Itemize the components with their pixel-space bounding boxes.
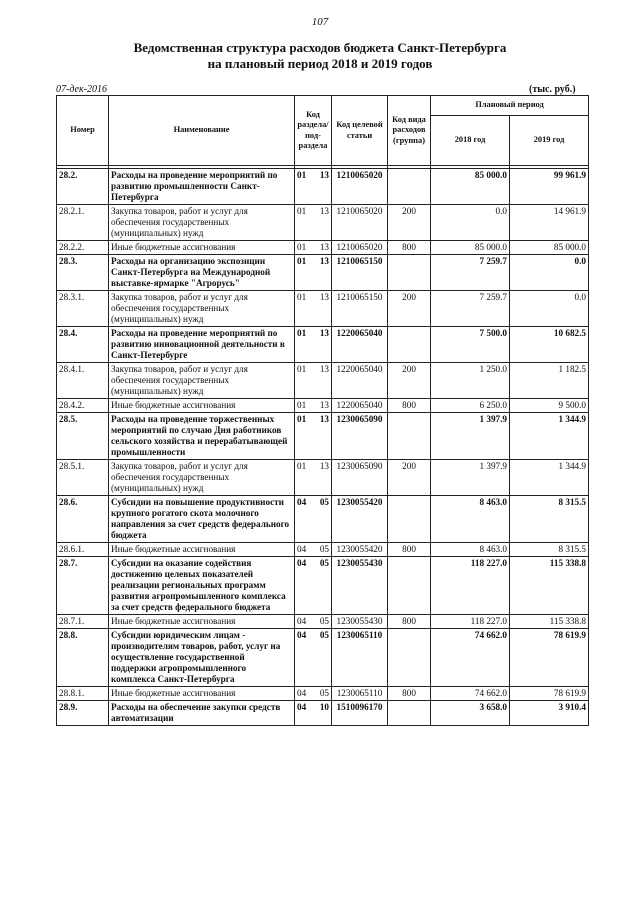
row-number: 28.4.2.	[57, 399, 109, 413]
row-value-2018: 7 500.0	[431, 327, 510, 363]
row-number: 28.6.1.	[57, 543, 109, 557]
row-section-code: 04	[295, 543, 314, 557]
table-row	[57, 496, 589, 543]
row-value-2018: 6 250.0	[431, 399, 510, 413]
row-subsection-code: 05	[314, 496, 332, 543]
row-target-code: 1220065040	[332, 363, 388, 399]
row-value-2018: 1 250.0	[431, 363, 510, 399]
row-section-code: 01	[295, 169, 314, 205]
row-value-2019: 1 344.9	[510, 460, 589, 496]
row-target-code: 1220065040	[332, 327, 388, 363]
row-section-code: 04	[295, 629, 314, 687]
row-value-2018: 118 227.0	[431, 615, 510, 629]
row-target-code: 1210065150	[332, 255, 388, 291]
row-target-code: 1210065020	[332, 241, 388, 255]
table-row	[57, 363, 589, 399]
row-target-code: 1210065020	[332, 205, 388, 241]
row-value-2018: 85 000.0	[431, 169, 510, 205]
table-row	[57, 241, 589, 255]
table-row	[57, 399, 589, 413]
row-section-code: 01	[295, 363, 314, 399]
row-section-code: 01	[295, 413, 314, 460]
table-row	[57, 169, 589, 205]
document-date: 07-дек-2016	[56, 84, 107, 95]
row-value-2018: 0.0	[431, 205, 510, 241]
row-name: Субсидии на оказание содействия достижению целевых показателей реализации региональных программ развития агропромышленного комплекса за счет средств федерального бюджета	[109, 557, 295, 615]
table-row	[57, 205, 589, 241]
row-kind-code	[388, 496, 431, 543]
row-target-code: 1210065020	[332, 169, 388, 205]
row-kind-code: 200	[388, 205, 431, 241]
row-name: Закупка товаров, работ и услуг для обеспечения государственных (муниципальных) нужд	[109, 291, 295, 327]
table-row	[57, 629, 589, 687]
table-row	[57, 255, 589, 291]
row-value-2019: 0.0	[510, 255, 589, 291]
row-value-2018: 74 662.0	[431, 687, 510, 701]
row-section-code: 01	[295, 255, 314, 291]
row-section-code: 04	[295, 615, 314, 629]
table-row	[57, 557, 589, 615]
row-number: 28.3.	[57, 255, 109, 291]
row-kind-code	[388, 255, 431, 291]
row-target-code: 1230055430	[332, 557, 388, 615]
row-name: Расходы на проведение мероприятий по развитию промышленности Санкт-Петербурга	[109, 169, 295, 205]
table-row	[57, 701, 589, 726]
row-kind-code	[388, 557, 431, 615]
row-number: 28.5.	[57, 413, 109, 460]
row-section-code: 01	[295, 327, 314, 363]
row-section-code: 01	[295, 460, 314, 496]
row-name: Закупка товаров, работ и услуг для обеспечения государственных (муниципальных) нужд	[109, 363, 295, 399]
row-number: 28.4.	[57, 327, 109, 363]
row-value-2018: 1 397.9	[431, 460, 510, 496]
row-kind-code	[388, 701, 431, 726]
row-value-2019: 99 961.9	[510, 169, 589, 205]
row-kind-code: 800	[388, 543, 431, 557]
row-name: Закупка товаров, работ и услуг для обеспечения государственных (муниципальных) нужд	[109, 460, 295, 496]
row-subsection-code: 05	[314, 615, 332, 629]
header-2018: 2018 год	[431, 116, 510, 166]
row-target-code: 1230065110	[332, 687, 388, 701]
row-target-code: 1230065110	[332, 629, 388, 687]
row-section-code: 01	[295, 291, 314, 327]
row-section-code: 04	[295, 701, 314, 726]
row-kind-code	[388, 169, 431, 205]
row-subsection-code: 13	[314, 255, 332, 291]
row-value-2018: 8 463.0	[431, 543, 510, 557]
title-line-2: на плановый период 2018 и 2019 годов	[207, 56, 433, 71]
row-target-code: 1230055420	[332, 496, 388, 543]
header-name: Наименование	[109, 96, 295, 166]
row-value-2019: 0.0	[510, 291, 589, 327]
row-number: 28.7.	[57, 557, 109, 615]
row-subsection-code: 13	[314, 291, 332, 327]
header-planned-period: Плановый период	[431, 96, 589, 116]
row-section-code: 04	[295, 557, 314, 615]
row-subsection-code: 05	[314, 557, 332, 615]
row-subsection-code: 13	[314, 399, 332, 413]
row-kind-code: 800	[388, 687, 431, 701]
row-target-code: 1230055420	[332, 543, 388, 557]
row-name: Иные бюджетные ассигнования	[109, 399, 295, 413]
row-name: Расходы на проведение мероприятий по развитию инновационной деятельности в Санкт-Петербурге	[109, 327, 295, 363]
budget-table	[56, 95, 589, 726]
row-name: Субсидии на повышение продуктивности крупного рогатого скота молочного направления за счет средств федерального бюджета	[109, 496, 295, 543]
row-value-2018: 3 658.0	[431, 701, 510, 726]
row-value-2018: 85 000.0	[431, 241, 510, 255]
row-number: 28.7.1.	[57, 615, 109, 629]
table-row	[57, 543, 589, 557]
row-subsection-code: 13	[314, 460, 332, 496]
header-section: Код раздела/ под-раздела	[295, 96, 332, 166]
row-kind-code	[388, 327, 431, 363]
row-kind-code	[388, 413, 431, 460]
row-target-code: 1230055430	[332, 615, 388, 629]
units-label: (тыс. руб.)	[529, 84, 576, 95]
row-name: Закупка товаров, работ и услуг для обеспечения государственных (муниципальных) нужд	[109, 205, 295, 241]
row-value-2018: 7 259.7	[431, 255, 510, 291]
row-kind-code: 200	[388, 363, 431, 399]
row-target-code: 1230065090	[332, 413, 388, 460]
row-value-2019: 85 000.0	[510, 241, 589, 255]
table-row	[57, 615, 589, 629]
row-kind-code: 800	[388, 399, 431, 413]
row-number: 28.4.1.	[57, 363, 109, 399]
row-value-2019: 10 682.5	[510, 327, 589, 363]
row-value-2019: 78 619.9	[510, 629, 589, 687]
row-name: Расходы на обеспечение закупки средств автоматизации	[109, 701, 295, 726]
row-target-code: 1510096170	[332, 701, 388, 726]
row-target-code: 1230065090	[332, 460, 388, 496]
table-row	[57, 460, 589, 496]
row-value-2019: 1 182.5	[510, 363, 589, 399]
row-number: 28.9.	[57, 701, 109, 726]
header-kind: Код вида расходов (группа)	[388, 96, 431, 166]
document-title	[0, 40, 640, 72]
row-kind-code: 200	[388, 460, 431, 496]
row-value-2018: 8 463.0	[431, 496, 510, 543]
table-row	[57, 413, 589, 460]
row-subsection-code: 13	[314, 205, 332, 241]
row-value-2019: 8 315.5	[510, 496, 589, 543]
row-target-code: 1220065040	[332, 399, 388, 413]
row-subsection-code: 05	[314, 543, 332, 557]
row-number: 28.5.1.	[57, 460, 109, 496]
table-row	[57, 687, 589, 701]
row-subsection-code: 13	[314, 241, 332, 255]
row-name: Субсидии юридическим лицам - производителям товаров, работ, услуг на осуществление государственной поддержки агропромышленного комплекса Санкт-Петербурга	[109, 629, 295, 687]
row-number: 28.8.	[57, 629, 109, 687]
row-value-2019: 8 315.5	[510, 543, 589, 557]
row-subsection-code: 05	[314, 629, 332, 687]
row-section-code: 01	[295, 205, 314, 241]
row-number: 28.8.1.	[57, 687, 109, 701]
row-value-2018: 74 662.0	[431, 629, 510, 687]
table-body	[57, 169, 589, 726]
row-subsection-code: 05	[314, 687, 332, 701]
row-section-code: 04	[295, 687, 314, 701]
row-section-code: 04	[295, 496, 314, 543]
table-row	[57, 291, 589, 327]
row-number: 28.2.2.	[57, 241, 109, 255]
header-number: Номер	[57, 96, 109, 166]
row-name: Расходы на проведение торжественных мероприятий по случаю Дня работников сельского хозяйства и перерабатывающей промышленности	[109, 413, 295, 460]
row-value-2019: 78 619.9	[510, 687, 589, 701]
row-subsection-code: 10	[314, 701, 332, 726]
row-value-2018: 7 259.7	[431, 291, 510, 327]
row-subsection-code: 13	[314, 413, 332, 460]
header-2019: 2019 год	[510, 116, 589, 166]
row-value-2019: 9 500.0	[510, 399, 589, 413]
page-number: 107	[311, 16, 329, 28]
row-value-2018: 1 397.9	[431, 413, 510, 460]
row-target-code: 1210065150	[332, 291, 388, 327]
row-subsection-code: 13	[314, 363, 332, 399]
row-value-2019: 1 344.9	[510, 413, 589, 460]
row-kind-code: 200	[388, 291, 431, 327]
row-value-2019: 115 338.8	[510, 557, 589, 615]
row-name: Иные бюджетные ассигнования	[109, 615, 295, 629]
row-kind-code: 800	[388, 241, 431, 255]
row-name: Иные бюджетные ассигнования	[109, 241, 295, 255]
row-number: 28.6.	[57, 496, 109, 543]
row-subsection-code: 13	[314, 327, 332, 363]
row-value-2019: 14 961.9	[510, 205, 589, 241]
row-kind-code: 800	[388, 615, 431, 629]
row-section-code: 01	[295, 241, 314, 255]
row-value-2019: 115 338.8	[510, 615, 589, 629]
title-line-1: Ведомственная структура расходов бюджета Санкт-Петербурга	[133, 40, 507, 55]
row-number: 28.2.	[57, 169, 109, 205]
row-section-code: 01	[295, 399, 314, 413]
row-name: Иные бюджетные ассигнования	[109, 543, 295, 557]
row-value-2019: 3 910.4	[510, 701, 589, 726]
row-name: Расходы на организацию экспозиции Санкт-Петербурга на Международной выставке-ярмарке "Агрорусь"	[109, 255, 295, 291]
header-target: Код целевой статьи	[332, 96, 388, 166]
row-subsection-code: 13	[314, 169, 332, 205]
row-number: 28.2.1.	[57, 205, 109, 241]
row-number: 28.3.1.	[57, 291, 109, 327]
row-name: Иные бюджетные ассигнования	[109, 687, 295, 701]
row-kind-code	[388, 629, 431, 687]
row-value-2018: 118 227.0	[431, 557, 510, 615]
table-row	[57, 327, 589, 363]
